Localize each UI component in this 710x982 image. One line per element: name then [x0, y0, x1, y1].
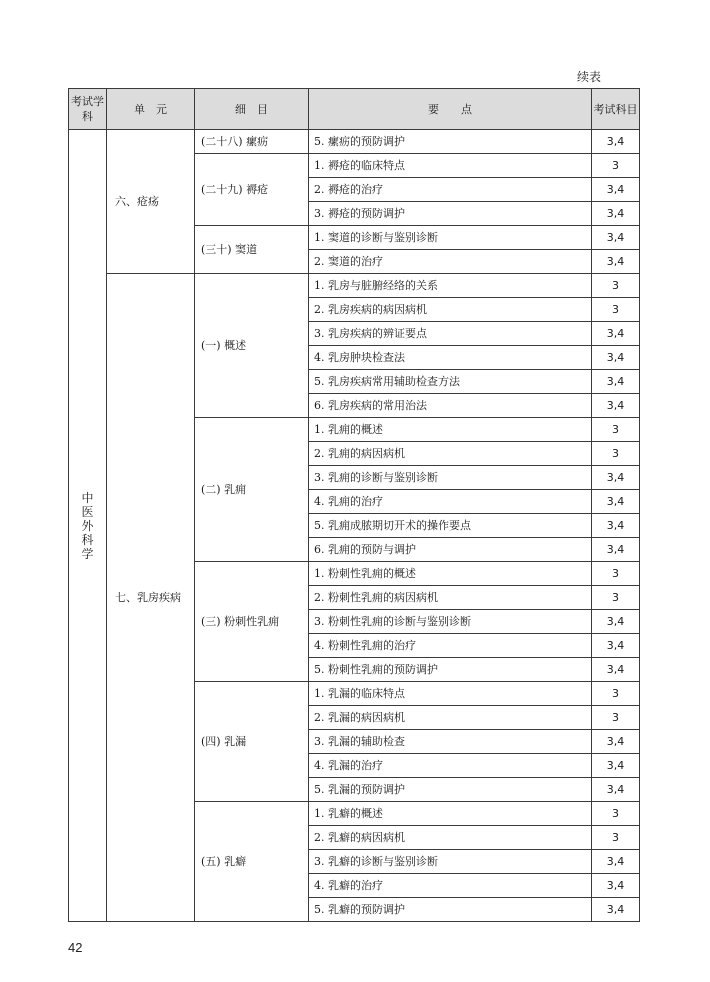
- item-cell: (四) 乳漏: [195, 682, 309, 802]
- page-number: 42: [68, 940, 83, 955]
- point-cell: 5. 乳癖的预防调护: [309, 898, 592, 922]
- exam-code-cell: 3,4: [592, 610, 640, 634]
- point-cell: 2. 窦道的治疗: [309, 250, 592, 274]
- point-cell: 1. 褥疮的临床特点: [309, 154, 592, 178]
- exam-code-cell: 3: [592, 298, 640, 322]
- table-header-row: [69, 89, 640, 130]
- exam-code-cell: 3,4: [592, 226, 640, 250]
- exam-code-cell: 3,4: [592, 874, 640, 898]
- exam-code-cell: 3: [592, 802, 640, 826]
- exam-code-cell: 3,4: [592, 514, 640, 538]
- exam-code-cell: 3,4: [592, 250, 640, 274]
- exam-code-cell: 3,4: [592, 466, 640, 490]
- exam-code-cell: 3: [592, 586, 640, 610]
- point-cell: 4. 乳房肿块检查法: [309, 346, 592, 370]
- exam-code-cell: 3,4: [592, 898, 640, 922]
- exam-code-cell: 3,4: [592, 202, 640, 226]
- header-subject: 考试学科: [69, 89, 107, 130]
- table-row: [69, 130, 640, 154]
- subject-name: 中医外科学: [81, 490, 94, 561]
- item-cell: (一) 概述: [195, 274, 309, 418]
- item-cell: (二十九) 褥疮: [195, 154, 309, 226]
- point-cell: 5. 乳房疾病常用辅助检查方法: [309, 370, 592, 394]
- table-body: [69, 130, 640, 922]
- exam-code-cell: 3,4: [592, 754, 640, 778]
- exam-code-cell: 3: [592, 274, 640, 298]
- point-cell: 3. 乳漏的辅助检查: [309, 730, 592, 754]
- point-cell: 5. 粉刺性乳痈的预防调护: [309, 658, 592, 682]
- exam-code-cell: 3: [592, 418, 640, 442]
- exam-code-cell: 3,4: [592, 346, 640, 370]
- point-cell: 1. 乳房与脏腑经络的关系: [309, 274, 592, 298]
- header-item: 细 目: [195, 89, 309, 130]
- point-cell: 6. 乳痈的预防与调护: [309, 538, 592, 562]
- point-cell: 3. 褥疮的预防调护: [309, 202, 592, 226]
- exam-code-cell: 3: [592, 154, 640, 178]
- continued-label: 续表: [577, 70, 602, 84]
- exam-code-cell: 3: [592, 562, 640, 586]
- exam-code-cell: 3,4: [592, 850, 640, 874]
- item-cell: (三十) 窦道: [195, 226, 309, 274]
- header-point: 要 点: [309, 89, 592, 130]
- exam-code-cell: 3,4: [592, 778, 640, 802]
- point-cell: 1. 窦道的诊断与鉴别诊断: [309, 226, 592, 250]
- point-cell: 2. 乳房疾病的病因病机: [309, 298, 592, 322]
- exam-code-cell: 3: [592, 826, 640, 850]
- point-cell: 2. 粉刺性乳痈的病因病机: [309, 586, 592, 610]
- point-cell: 2. 褥疮的治疗: [309, 178, 592, 202]
- point-cell: 5. 乳痈成脓期切开术的操作要点: [309, 514, 592, 538]
- item-cell: (二十八) 瘰疬: [195, 130, 309, 154]
- item-cell: (二) 乳痈: [195, 418, 309, 562]
- exam-code-cell: 3,4: [592, 370, 640, 394]
- subject-cell: [69, 130, 107, 922]
- unit-cell: 七、乳房疾病: [107, 274, 195, 922]
- point-cell: 4. 乳漏的治疗: [309, 754, 592, 778]
- exam-code-cell: 3: [592, 706, 640, 730]
- point-cell: 4. 乳痈的治疗: [309, 490, 592, 514]
- header-exam: 考试科目: [592, 89, 640, 130]
- point-cell: 3. 乳房疾病的辨证要点: [309, 322, 592, 346]
- exam-code-cell: 3,4: [592, 658, 640, 682]
- point-cell: 3. 粉刺性乳痈的诊断与鉴别诊断: [309, 610, 592, 634]
- header-unit: 单 元: [107, 89, 195, 130]
- point-cell: 2. 乳痈的病因病机: [309, 442, 592, 466]
- unit-cell: 六、疮疡: [107, 130, 195, 274]
- point-cell: 3. 乳痈的诊断与鉴别诊断: [309, 466, 592, 490]
- exam-code-cell: 3: [592, 442, 640, 466]
- syllabus-table: [68, 88, 640, 922]
- exam-code-cell: 3,4: [592, 730, 640, 754]
- exam-code-cell: 3,4: [592, 538, 640, 562]
- point-cell: 1. 粉刺性乳痈的概述: [309, 562, 592, 586]
- item-cell: (五) 乳癖: [195, 802, 309, 922]
- point-cell: 4. 乳癖的治疗: [309, 874, 592, 898]
- exam-code-cell: 3,4: [592, 490, 640, 514]
- exam-code-cell: 3,4: [592, 130, 640, 154]
- point-cell: 4. 粉刺性乳痈的治疗: [309, 634, 592, 658]
- exam-code-cell: 3,4: [592, 634, 640, 658]
- point-cell: 1. 乳癖的概述: [309, 802, 592, 826]
- point-cell: 3. 乳癖的诊断与鉴别诊断: [309, 850, 592, 874]
- point-cell: 5. 瘰疬的预防调护: [309, 130, 592, 154]
- exam-code-cell: 3,4: [592, 394, 640, 418]
- item-cell: (三) 粉刺性乳痈: [195, 562, 309, 682]
- point-cell: 2. 乳漏的病因病机: [309, 706, 592, 730]
- point-cell: 6. 乳房疾病的常用治法: [309, 394, 592, 418]
- point-cell: 1. 乳漏的临床特点: [309, 682, 592, 706]
- exam-code-cell: 3,4: [592, 322, 640, 346]
- point-cell: 2. 乳癖的病因病机: [309, 826, 592, 850]
- exam-code-cell: 3: [592, 682, 640, 706]
- point-cell: 1. 乳痈的概述: [309, 418, 592, 442]
- point-cell: 5. 乳漏的预防调护: [309, 778, 592, 802]
- exam-code-cell: 3,4: [592, 178, 640, 202]
- table-row: [69, 274, 640, 298]
